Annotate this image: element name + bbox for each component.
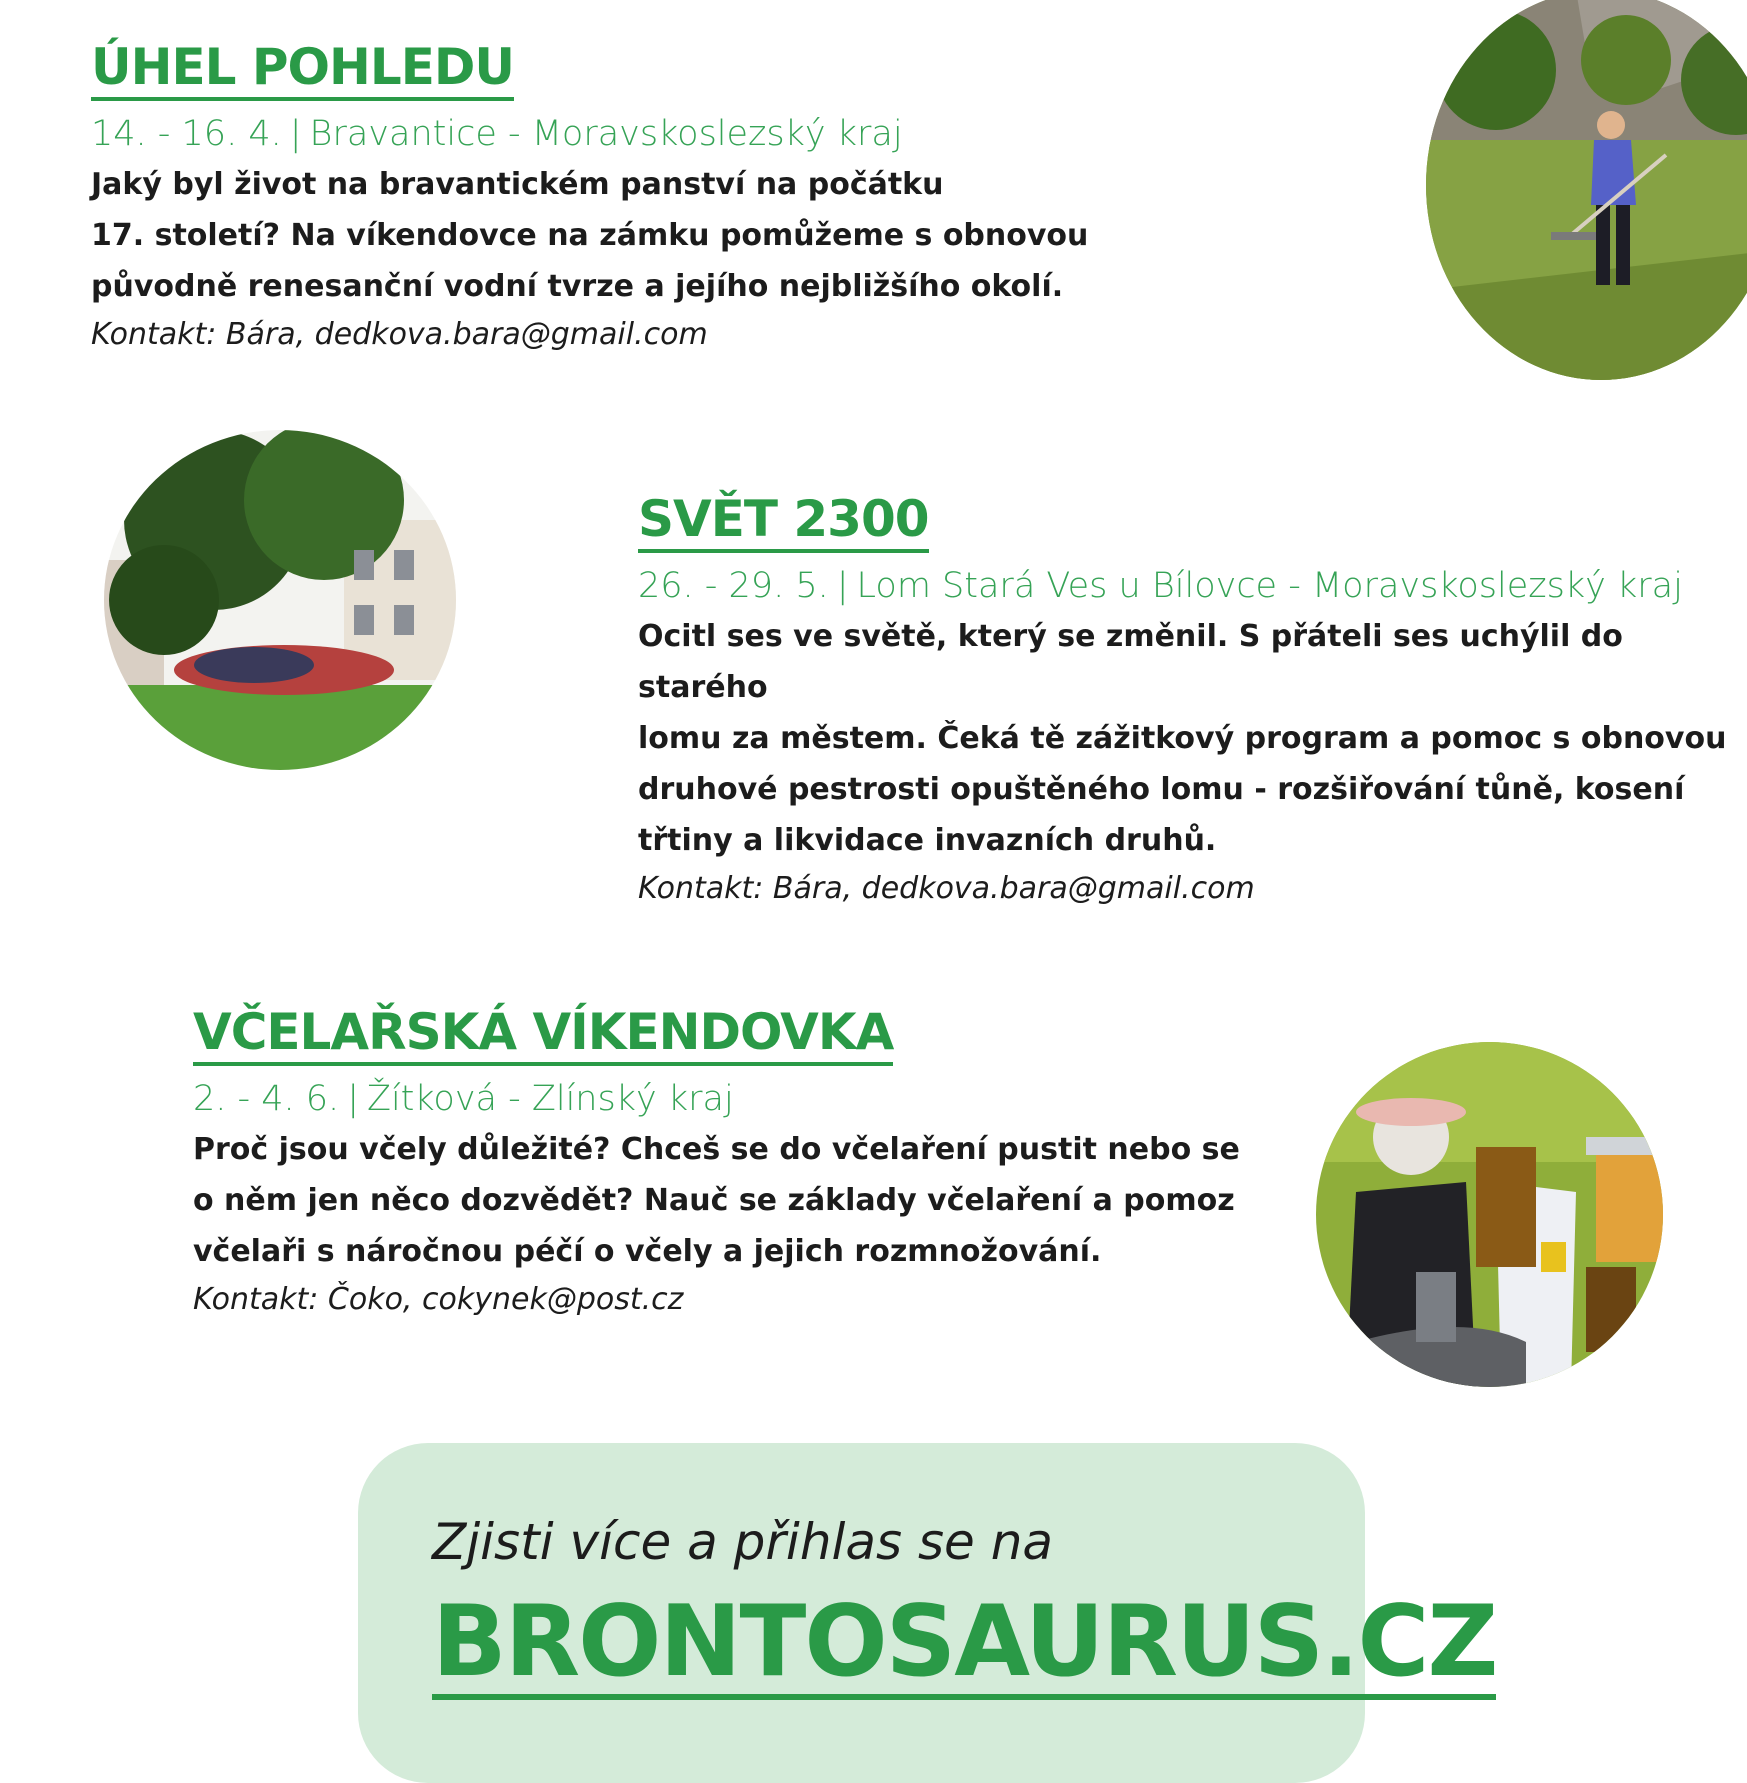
event-place: Lom Stará Ves u Bílovce - Moravskoslezský kraj (856, 566, 1683, 606)
separator: | (289, 114, 302, 154)
event-description (91, 159, 1088, 312)
event-dates: 2. - 4. 6. (193, 1079, 340, 1119)
campfire-castle-illustration (104, 430, 456, 770)
event-contact: Kontakt: Bára, dedkova.bara@gmail.com (638, 871, 1255, 906)
description-line: Ocitl ses ve světě, který se změnil. S přáteli ses uchýlil do starého (638, 619, 1623, 705)
separator: | (836, 566, 849, 606)
description-line: Proč jsou včely důležité? Chceš se do včelaření pustit nebo se (193, 1132, 1240, 1167)
photo-raking-meadow (1426, 0, 1747, 380)
description-line: 17. století? Na víkendovce na zámku pomůžeme s obnovou (91, 218, 1089, 253)
description-line: původně renesanční vodní tvrze a jejího nejbližšího okolí. (91, 269, 1064, 304)
photo-campfire-castle (104, 430, 456, 770)
separator: | (347, 1079, 359, 1119)
event-uhel-pohledu (91, 40, 1088, 357)
event-contact: Kontakt: Bára, dedkova.bara@gmail.com (91, 317, 708, 352)
raking-meadow-illustration (1426, 0, 1747, 380)
event-meta (91, 113, 1088, 155)
description-line: včelaři s náročnou péčí o včely a jejich rozmnožování. (193, 1234, 1102, 1269)
description-line: třtiny a likvidace invazních druhů. (638, 823, 1217, 858)
event-dates: 26. - 29. 5. (638, 566, 829, 606)
event-meta (638, 565, 1747, 607)
event-title: ÚHEL POHLEDU (91, 40, 514, 101)
description-line: Jaký byl život na bravantickém panství na počátku (91, 167, 944, 202)
event-dates: 14. - 16. 4. (91, 114, 282, 154)
description-line: lomu za městem. Čeká tě zážitkový program a pomoc s obnovou (638, 721, 1727, 756)
event-contact: Kontakt: Čoko, cokynek@post.cz (193, 1282, 684, 1317)
description-line: druhové pestrosti opuštěného lomu - rozšiřování tůně, kosení (638, 772, 1685, 807)
photo-beekeepers (1316, 1042, 1663, 1387)
event-svet-2300 (638, 492, 1747, 911)
event-title: SVĚT 2300 (638, 492, 929, 553)
event-place: Bravantice - Moravskoslezský kraj (309, 114, 903, 154)
cta-lead-text: Zjisti více a přihlas se na (432, 1513, 1054, 1571)
description-line: o něm jen něco dozvědět? Nauč se základy včelaření a pomoz (193, 1183, 1235, 1218)
beekeepers-illustration (1316, 1042, 1663, 1387)
event-description (193, 1124, 1240, 1277)
event-title: VČELAŘSKÁ VÍKENDOVKA (193, 1005, 893, 1066)
event-meta (193, 1078, 1240, 1120)
cta-box (358, 1443, 1497, 1783)
event-place: Žítková - Zlínský kraj (366, 1079, 734, 1119)
brontosaurus-link[interactable]: BRONTOSAURUS.CZ (432, 1585, 1497, 1699)
event-description (638, 611, 1747, 866)
event-vcelarska-vikendovka (193, 1005, 1240, 1322)
